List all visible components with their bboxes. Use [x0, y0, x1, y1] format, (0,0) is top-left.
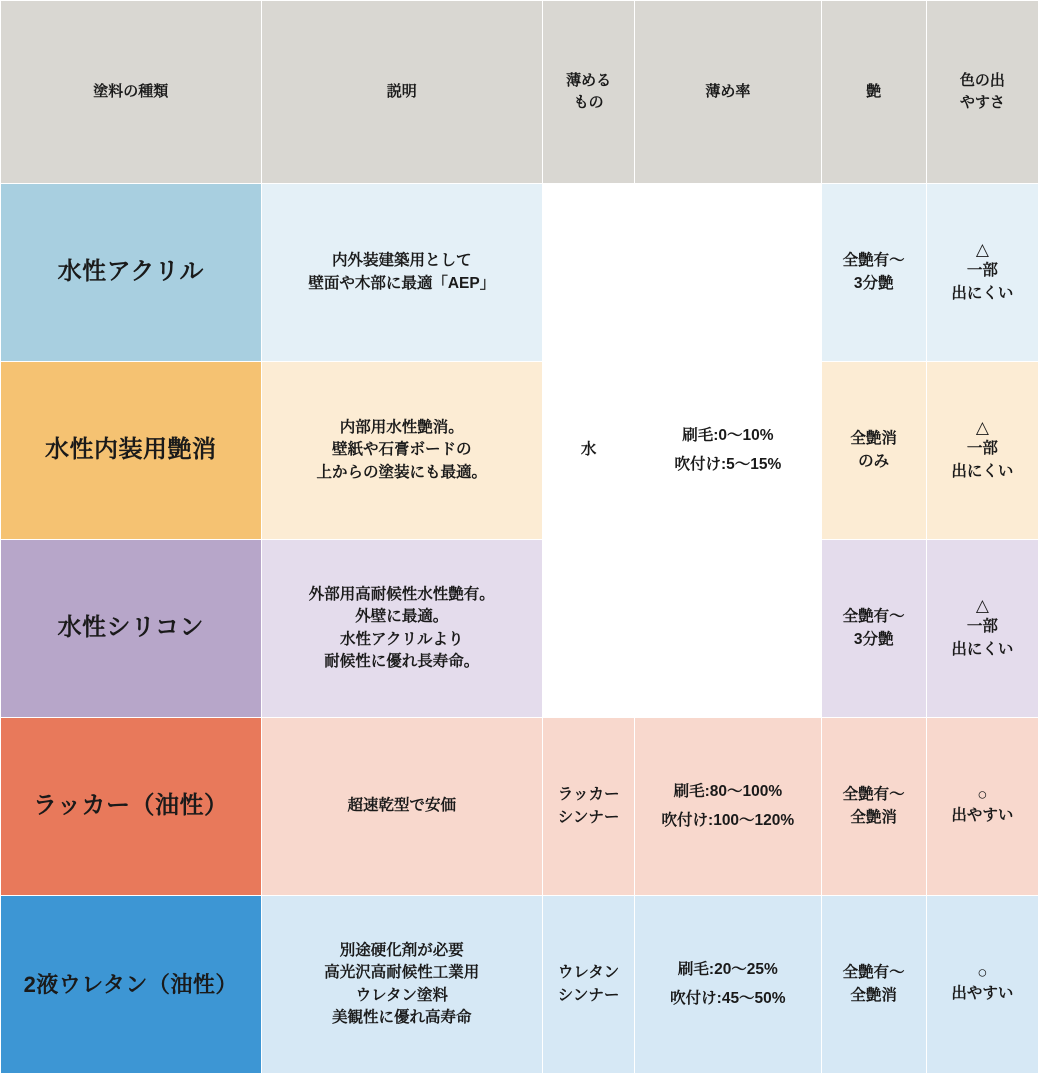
ease-mark: △ — [975, 239, 989, 259]
rate-line: 吹付け:45〜50% — [670, 990, 786, 1007]
paint-description-silicon — [261, 540, 543, 718]
rate-line: 刷毛:20〜25% — [677, 960, 778, 978]
table-body — [1, 184, 1039, 1074]
description-line: 内外装建築用として — [332, 252, 472, 270]
ease-mark: ○ — [977, 785, 988, 805]
paint-name-interior-matte: 水性内装用艶消 — [1, 362, 262, 540]
ease-line: 一部 — [966, 262, 998, 280]
table-header-row — [1, 1, 1039, 184]
color-ease-lacquer — [926, 718, 1038, 896]
gloss-line: 3分艶 — [853, 274, 894, 292]
gloss-line: 全艶有〜 — [842, 252, 905, 270]
column-header-thinner-line1: 薄める — [566, 72, 612, 90]
ease-mark: △ — [975, 417, 989, 437]
description-line: 別途硬化剤が必要 — [339, 941, 464, 959]
description-line: 外壁に最適。 — [355, 608, 449, 626]
paint-name-urethane: 2液ウレタン（油性） — [1, 896, 262, 1074]
gloss-line: 全艶消 — [850, 430, 897, 448]
description-line: 美観性に優れ高寿命 — [332, 1008, 472, 1026]
ease-line: 出やすい — [951, 807, 1014, 825]
description-line: 耐候性に優れ長寿命。 — [324, 652, 480, 670]
description-line: 超速乾型で安価 — [347, 797, 457, 815]
paint-description-lacquer — [261, 718, 543, 896]
description-line: 壁面や木部に最適「AEP」 — [308, 274, 496, 292]
column-header-paint-type: 塗料の種類 — [1, 1, 262, 184]
table-row — [1, 362, 1039, 540]
dilution-rate-water — [635, 184, 821, 718]
gloss-line: のみ — [858, 452, 890, 470]
description-line: 水性アクリルより — [339, 630, 464, 648]
description-line: 外部用高耐候性水性艶有。 — [308, 585, 495, 603]
gloss-line: 全艶有〜 — [842, 786, 905, 804]
thinner-line: シンナー — [557, 808, 620, 826]
dilution-rate-urethane — [635, 896, 821, 1074]
ease-line: 出にくい — [951, 640, 1014, 658]
table-header — [1, 1, 1039, 184]
paint-name-lacquer: ラッカー（油性） — [1, 718, 262, 896]
color-ease-interior-matte — [926, 362, 1038, 540]
color-ease-urethane — [926, 896, 1038, 1074]
description-line: 高光沢高耐候性工業用 — [324, 964, 480, 982]
thinner-line: ウレタン — [557, 964, 620, 982]
column-header-color-ease-line2: やすさ — [959, 94, 1005, 111]
rate-line: 刷毛:0〜10% — [682, 426, 774, 444]
ease-mark: ○ — [977, 963, 988, 983]
thinner-water: 水 — [543, 184, 635, 718]
dilution-rate-lacquer — [635, 718, 821, 896]
ease-line: 出にくい — [951, 284, 1014, 302]
table-row — [1, 540, 1039, 718]
thinner-urethane — [543, 896, 635, 1074]
color-ease-silicon — [926, 540, 1038, 718]
gloss-line: 3分艶 — [853, 630, 894, 648]
gloss-line: 全艶有〜 — [842, 608, 905, 626]
rate-line: 吹付け:5〜15% — [674, 456, 782, 473]
paint-description-urethane — [261, 896, 543, 1074]
column-header-gloss: 艶 — [821, 1, 926, 184]
paint-description-interior-matte — [261, 362, 543, 540]
thinner-line: シンナー — [557, 986, 620, 1004]
column-header-color-ease-line1: 色の出 — [959, 72, 1005, 90]
gloss-line: 全艶消 — [850, 808, 897, 826]
paint-name-silicon: 水性シリコン — [1, 540, 262, 718]
gloss-line: 全艶有〜 — [842, 964, 905, 982]
color-ease-acrylic — [926, 184, 1038, 362]
ease-line: 出やすい — [951, 985, 1014, 1003]
column-header-dilution-rate: 薄め率 — [635, 1, 821, 184]
description-line: 壁紙や石膏ボードの — [332, 441, 472, 459]
thinner-lacquer — [543, 718, 635, 896]
gloss-lacquer — [821, 718, 926, 896]
thinner-line: ラッカー — [557, 786, 620, 804]
description-line: 上からの塗装にも最適。 — [316, 463, 488, 481]
table-row — [1, 184, 1039, 362]
rate-line: 吹付け:100〜120% — [661, 812, 795, 829]
table-row — [1, 896, 1039, 1074]
ease-line: 一部 — [966, 440, 998, 458]
ease-line: 一部 — [966, 618, 998, 636]
paint-name-acrylic: 水性アクリル — [1, 184, 262, 362]
column-header-thinner — [543, 1, 635, 184]
description-line: ウレタン塗料 — [355, 986, 448, 1004]
ease-line: 出にくい — [951, 462, 1014, 480]
gloss-acrylic — [821, 184, 926, 362]
gloss-silicon — [821, 540, 926, 718]
column-header-color-ease — [926, 1, 1038, 184]
gloss-interior-matte — [821, 362, 926, 540]
paint-description-acrylic — [261, 184, 543, 362]
description-line: 内部用水性艶消。 — [339, 418, 464, 436]
column-header-thinner-line2: もの — [573, 94, 604, 111]
column-header-description: 説明 — [261, 1, 543, 184]
gloss-urethane — [821, 896, 926, 1074]
table-row — [1, 718, 1039, 896]
ease-mark: △ — [975, 595, 989, 615]
gloss-line: 全艶消 — [850, 986, 897, 1004]
rate-line: 刷毛:80〜100% — [673, 782, 783, 800]
